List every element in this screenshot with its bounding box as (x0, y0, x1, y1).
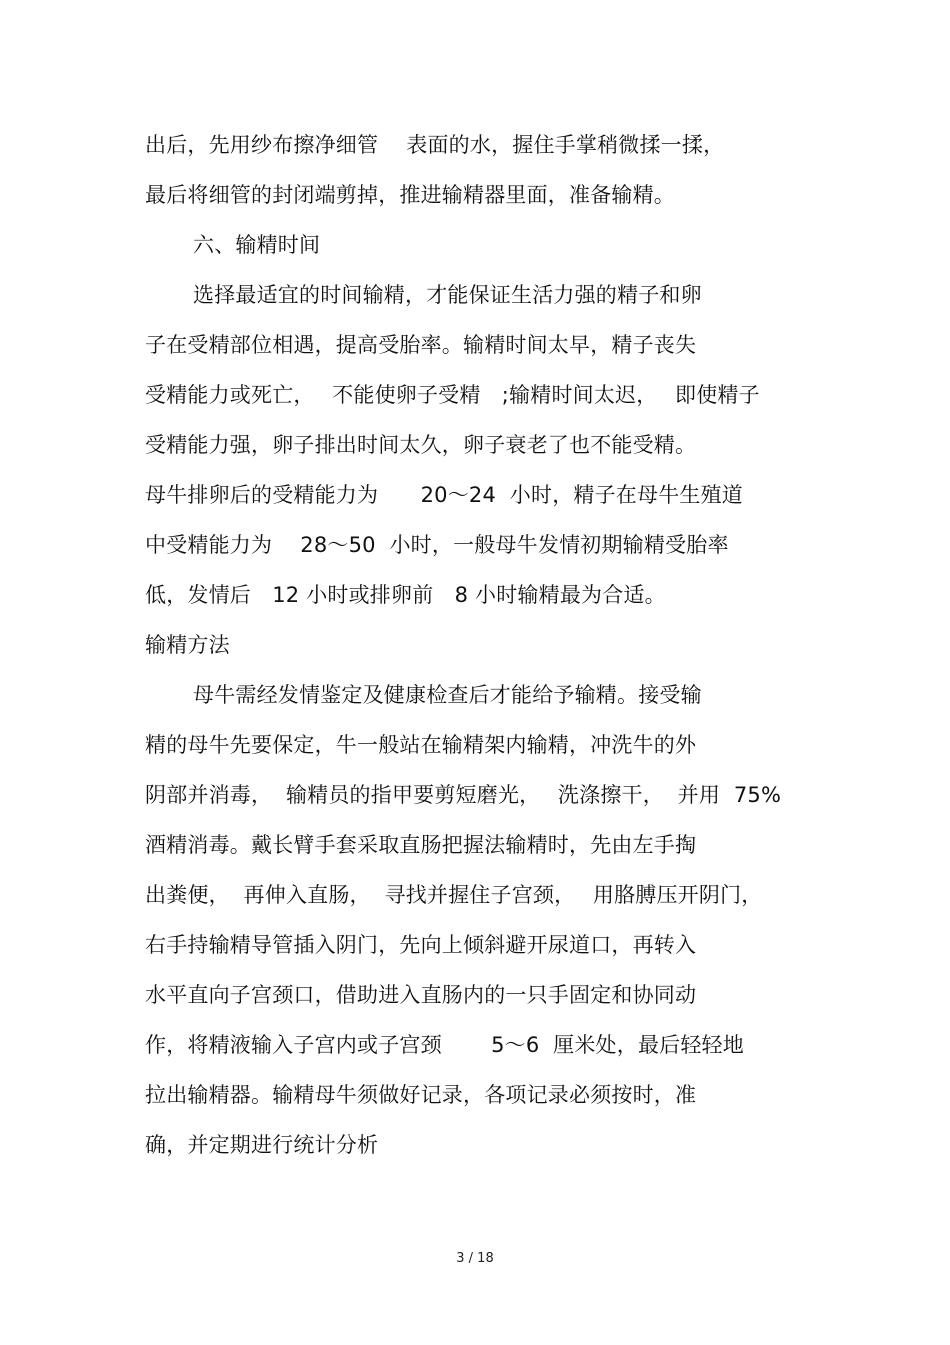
text-line: 受精能力或死亡， 不能使卵子受精 ;输精时间太迟， 即使精子 (145, 383, 760, 407)
text-line: 精的母牛先要保定，牛一般站在输精架内输精，冲洗牛的外 (145, 733, 697, 757)
text-line: 出粪便， 再伸入直肠， 寻找并握住子宫颈， 用胳膊压开阴门， (145, 883, 763, 907)
paragraph-first-line: 选择最适宜的时间输精，才能保证生活力强的精子和卵 (193, 283, 702, 307)
text-line: 最后将细管的封闭端剪掉，推进输精器里面，准备输精。 (145, 183, 675, 207)
section-heading: 六、输精时间 (193, 233, 321, 257)
page-number: 3 / 18 (456, 1251, 494, 1266)
text-line: 拉出输精器。输精母牛须做好记录，各项记录必须按时，准 (145, 1083, 697, 1107)
text-line: 出后，先用纱布擦净细管 表面的水，握住手掌稍微揉一揉， (145, 133, 725, 157)
text-line: 低，发情后 12 小时或排卵前 8 小时输精最为合适。 (145, 583, 666, 607)
text-line: 酒精消毒。戴长臂手套采取直肠把握法输精时，先由左手掏 (145, 833, 697, 857)
text-line: 确，并定期进行统计分析 (145, 1133, 379, 1157)
text-line: 受精能力强，卵子排出时间太久，卵子衰老了也不能受精。 (145, 433, 697, 457)
text-line: 中受精能力为 28～50 小时，一般母牛发情初期输精受胎率 (145, 533, 729, 557)
section-heading: 输精方法 (145, 633, 230, 657)
text-line: 母牛排卵后的受精能力为 20～24 小时，精子在母牛生殖道 (145, 483, 743, 507)
text-line: 子在受精部位相遇，提高受胎率。输精时间太早，精子丧失 (145, 333, 697, 357)
text-line: 水平直向子宫颈口，借助进入直肠内的一只手固定和协同动 (145, 983, 697, 1007)
text-line: 作，将精液输入子宫内或子宫颈 5～6 厘米处，最后轻轻地 (145, 1033, 744, 1057)
paragraph-first-line: 母牛需经发情鉴定及健康检查后才能给予输精。接受输 (193, 683, 702, 707)
text-line: 阴部并消毒， 输精员的指甲要剪短磨光， 洗涤擦干， 并用 75% (145, 783, 782, 807)
text-line: 右手持输精导管插入阴门，先向上倾斜避开尿道口，再转入 (145, 933, 697, 957)
